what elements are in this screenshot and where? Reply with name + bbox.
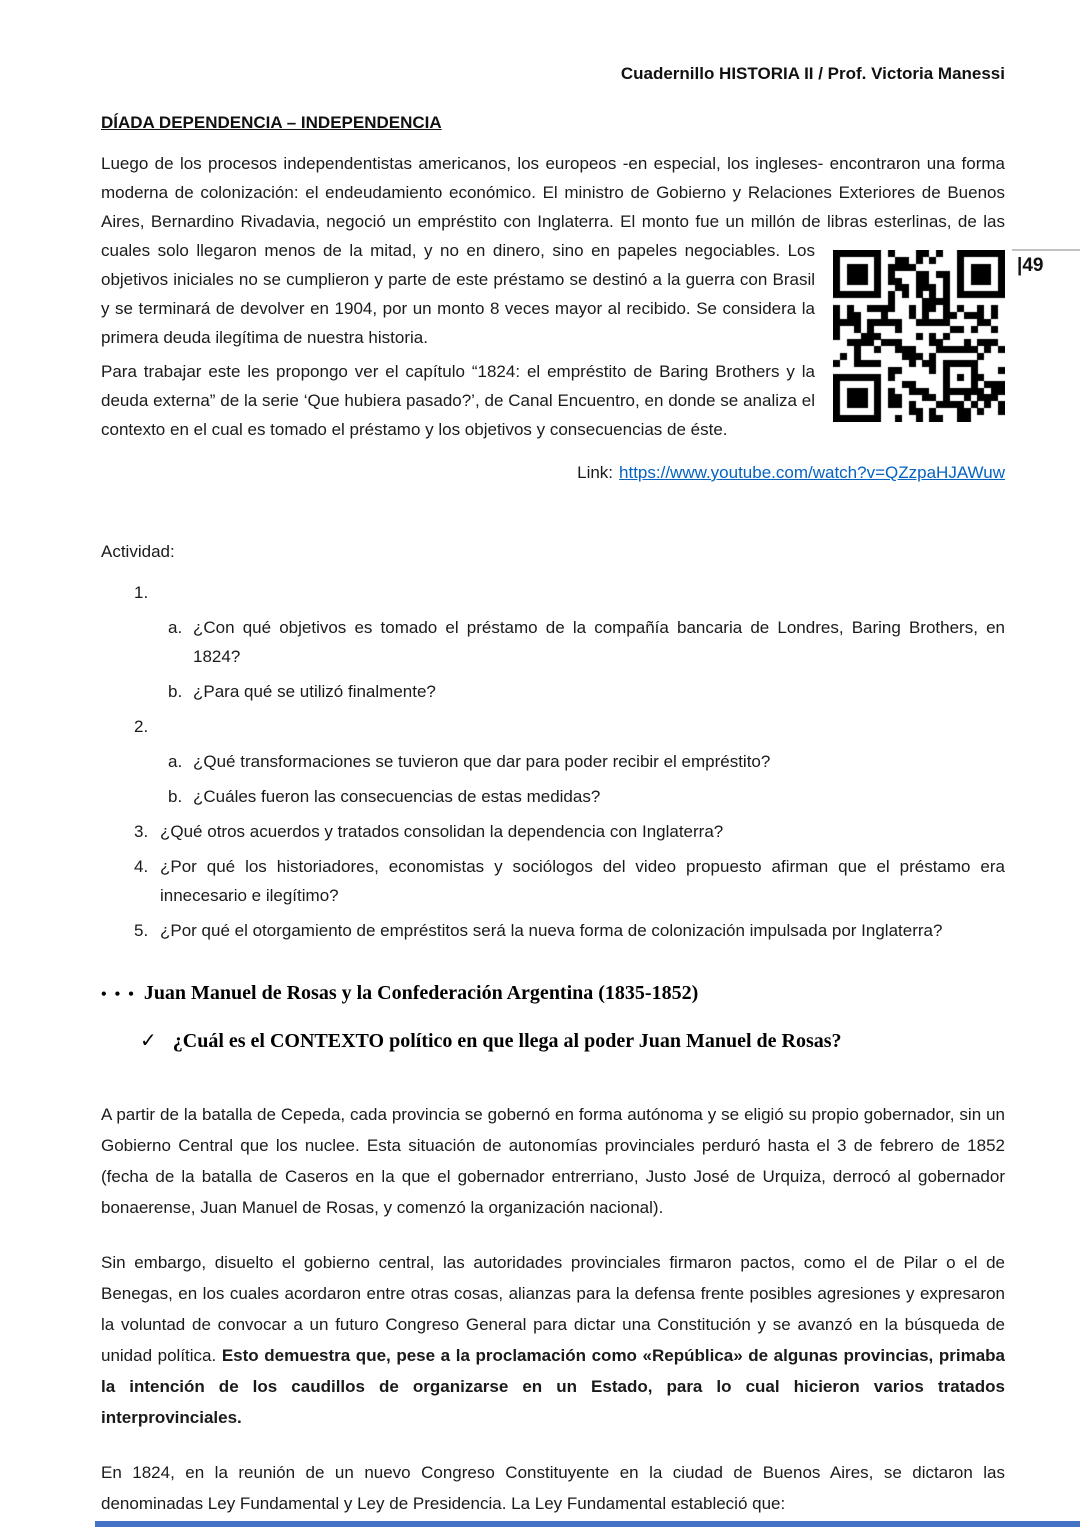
check-icon: ✓	[140, 1030, 157, 1052]
activity-marker: 5.	[134, 921, 149, 940]
qr-code	[833, 250, 1005, 422]
activity-row	[168, 747, 1005, 776]
activity-row	[134, 712, 1005, 741]
qr-code-canvas	[833, 250, 1005, 422]
activity-text: ¿Con qué objetivos es tomado el préstamo de la compañía bancaria de Londres, Baring Brothers, en 1824?	[193, 618, 1005, 666]
intro-paragraph-1-start: Luego de los procesos independentistas americanos, los europeos -en especial, los ingleses- encontraron una forma moderna de colonización: el endeudamiento económico. El ministro de Gobierno y Relaciones Exteriores de Buenos Aires, Bernardino Rivadavia, negoció un empréstito con Inglaterra. El monto fue un millón de libras	[101, 154, 1005, 231]
activity-row	[134, 817, 1005, 846]
link-label: Link:	[577, 463, 614, 482]
paragraph-pactos-normal: Sin embargo, disuelto el gobierno central, las autoridades provinciales firmaron pactos, como el de Pilar o el de Benegas, en los cuales acordaron entre otras cosas, alianzas para la defensa frente posibles agresiones y expresaron la voluntad de convocar a un futuro Congreso General para dictar una Constitución y se avanzó en la búsqueda de unidad política.	[101, 1253, 1005, 1365]
activity-text	[160, 578, 1005, 607]
activity-marker: a.	[168, 618, 183, 637]
bullet-icon: • • •	[101, 986, 136, 1003]
paragraph-pactos-bold: Esto demuestra que, pese a la proclamación como «República» de algunas provincias, primaba la intención de los caudillos de organizarse en un Estado, para lo cual hicieron varios tratados interprovinciales.	[101, 1346, 1005, 1427]
paragraph-1824: En 1824, en la reunión de un nuevo Congreso Constituyente en la ciudad de Buenos Aires, se dictaron las denominadas Ley Fundamental y Ley de Presidencia. La Ley Fundamental estableció que:	[101, 1463, 1005, 1513]
activity-text: ¿Cuáles fueron las consecuencias de estas medidas?	[193, 787, 601, 806]
activity-marker: a.	[168, 752, 183, 771]
activity-row	[134, 852, 1005, 910]
paragraph-cepeda: A partir de la batalla de Cepeda, cada provincia se gobernó en forma autónoma y se eligió su propio gobernador, sin un Gobierno Central que los nuclee. Esta situación de autonomías provinciales perduró hasta el 3 de febrero de 1852 (fecha de la batalla de Caseros en la que el gobernador entrerriano, Justo José de Urquiza, derrocó al gobernador bonaerense, Juan Manuel de Rosas, y comenzó la organización nacional).	[101, 1105, 1005, 1217]
paragraph-pactos	[101, 1247, 1005, 1433]
rosas-question-text: ¿Cuál es el CONTEXTO político en que llega al poder Juan Manuel de Rosas?	[172, 1030, 842, 1052]
activity-marker: b.	[168, 787, 183, 806]
activity-row	[168, 613, 1005, 671]
rosas-heading	[101, 981, 1005, 1007]
intro-paragraph-1-wrap: esterlinas, de las cuales solo llegaron menos de la mitad, y no en dinero, sino en papeles negociables. Los objetivos iniciales no se cumplieron y parte de este préstamo se destinó a la guerra con Brasil y se terminará de devolver en 1904, por un monto 8 veces mayor al recibido. Se considera la primera deuda ilegítima de nuestra historia.	[101, 212, 1005, 347]
rosas-section	[101, 1099, 1005, 1519]
activity-text: ¿Por qué el otorgamiento de empréstitos será la nueva forma de colonización impulsada por Inglaterra?	[160, 921, 943, 940]
activity-text: ¿Por qué los historiadores, economistas y sociólogos del video propuesto afirman que el préstamo era innecesario e ilegítimo?	[160, 857, 1005, 905]
page-number-block	[1012, 249, 1080, 277]
activity-list	[101, 578, 1005, 945]
page-number: |49	[1017, 255, 1044, 276]
activity-marker: 1.	[134, 583, 149, 602]
rosas-heading-text: Juan Manuel de Rosas y la Confederación Argentina (1835-1852)	[143, 982, 699, 1004]
activity-row	[168, 677, 1005, 706]
activity-marker: 4.	[134, 857, 149, 876]
activity-text: ¿Para qué se utilizó finalmente?	[193, 682, 436, 701]
page-bottom-bar	[95, 1521, 1080, 1527]
intro-paragraph-2: Para trabajar este les propongo ver el capítulo “1824: el empréstito de Baring Brothers y la deuda externa” de la serie ‘Que hubiera pasado?’, de Canal Encuentro, en donde se analiza el contexto en el cual es tomado el préstamo y los objetivos y consecuencias de éste.	[101, 362, 815, 439]
activity-marker: b.	[168, 682, 183, 701]
video-link-line	[101, 458, 1005, 487]
rosas-question	[140, 1029, 1005, 1053]
activity-title: Actividad:	[101, 542, 175, 561]
activity-row	[168, 782, 1005, 811]
intro-paragraph-1	[101, 149, 1005, 352]
activity-marker: 3.	[134, 822, 149, 841]
activity-marker: 2.	[134, 717, 149, 736]
section-title: DÍADA DEPENDENCIA – INDEPENDENCIA	[101, 113, 442, 132]
doc-header: Cuadernillo HISTORIA II / Prof. Victoria Manessi	[620, 64, 1005, 83]
page-number-divider	[1012, 249, 1080, 251]
activity-row	[134, 578, 1005, 607]
activity-text: ¿Qué transformaciones se tuvieron que dar para poder recibir el empréstito?	[193, 752, 771, 771]
activity-row	[134, 916, 1005, 945]
activity-text: ¿Qué otros acuerdos y tratados consolidan la dependencia con Inglaterra?	[160, 822, 724, 841]
video-link[interactable]: https://www.youtube.com/watch?v=QZzpaHJAWuw	[619, 463, 1005, 482]
activity-text	[160, 712, 1005, 741]
